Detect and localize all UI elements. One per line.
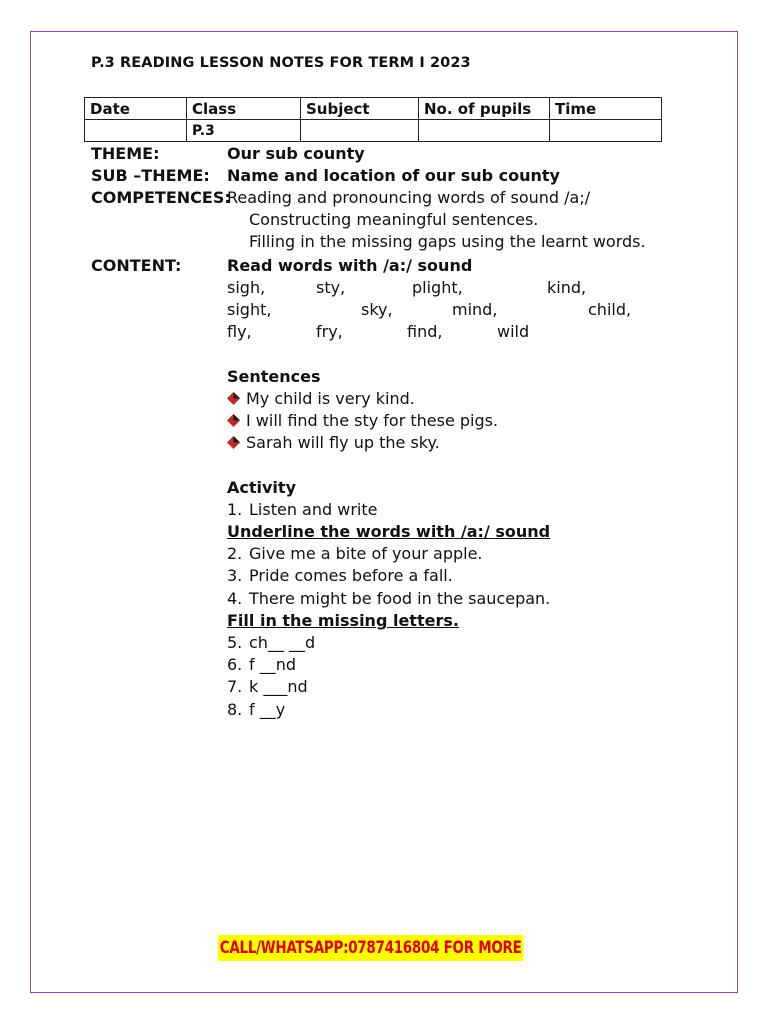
content-label: CONTENT:: [91, 256, 182, 275]
word: sigh,: [227, 278, 266, 297]
sub-theme-label: SUB –THEME:: [91, 166, 210, 185]
header-class: Class: [187, 98, 301, 120]
item-number: 6.: [227, 655, 243, 674]
item-text: ch__ __d: [249, 633, 316, 652]
item-text: f __nd: [249, 655, 297, 674]
header-pupils: No. of pupils: [419, 98, 550, 120]
diamond-bullet-icon: [227, 414, 240, 427]
document-title: P.3 READING LESSON NOTES FOR TERM I 2023: [91, 55, 471, 71]
word: find,: [407, 322, 443, 341]
cell-class: P.3: [187, 120, 301, 142]
header-subject: Subject: [301, 98, 419, 120]
item-text: k ___nd: [249, 677, 308, 696]
sentence-text: My child is very kind.: [246, 389, 415, 408]
header-date: Date: [85, 98, 187, 120]
sentence-text: I will find the sty for these pigs.: [246, 411, 499, 430]
list-item: [227, 565, 453, 587]
competence-item: Reading and pronouncing words of sound /a;/: [227, 188, 591, 207]
cell-date: [85, 120, 187, 142]
diamond-bullet-icon: [227, 436, 240, 449]
word: plight,: [412, 278, 463, 297]
list-item: [227, 654, 296, 676]
item-text: f __y: [249, 700, 286, 719]
item-number: 1.: [227, 500, 243, 519]
list-item: [227, 432, 440, 454]
cell-subject: [301, 120, 419, 142]
item-text: There might be food in the saucepan.: [249, 589, 551, 608]
item-number: 8.: [227, 700, 243, 719]
sentence-text: Sarah will fly up the sky.: [246, 433, 440, 452]
list-item: [227, 543, 483, 565]
item-number: 4.: [227, 589, 243, 608]
list-item: [227, 676, 308, 698]
contact-banner: CALL/WHATSAPP:0787416804 FOR MORE: [218, 935, 523, 961]
fill-heading: Fill in the missing letters.: [227, 611, 459, 630]
item-number: 2.: [227, 544, 243, 563]
word: mind,: [452, 300, 498, 319]
sentences-heading: Sentences: [227, 367, 321, 386]
table-header-row: [85, 98, 662, 120]
competence-item: Constructing meaningful sentences.: [249, 210, 539, 229]
word: sight,: [227, 300, 272, 319]
word: sty,: [316, 278, 346, 297]
table-row: [85, 120, 662, 142]
item-number: 3.: [227, 566, 243, 585]
list-item: [227, 410, 498, 432]
theme-label: THEME:: [91, 144, 160, 163]
activity-heading: Activity: [227, 478, 296, 497]
item-number: 7.: [227, 677, 243, 696]
word: fry,: [316, 322, 343, 341]
lesson-info-table: [84, 97, 662, 142]
item-text: Pride comes before a fall.: [249, 566, 453, 585]
word: sky,: [361, 300, 393, 319]
list-item: [227, 588, 550, 610]
word: kind,: [547, 278, 587, 297]
theme-value: Our sub county: [227, 144, 365, 163]
diamond-bullet-icon: [227, 392, 240, 405]
competences-label: COMPETENCES:: [91, 188, 231, 207]
word: fly,: [227, 322, 252, 341]
list-item: [227, 699, 285, 721]
list-item: [227, 388, 415, 410]
item-text: Give me a bite of your apple.: [249, 544, 483, 563]
header-time: Time: [550, 98, 662, 120]
cell-pupils: [419, 120, 550, 142]
competence-item: Filling in the missing gaps using the learnt words.: [249, 232, 646, 251]
word: child,: [588, 300, 632, 319]
sub-theme-value: Name and location of our sub county: [227, 166, 560, 185]
cell-time: [550, 120, 662, 142]
item-number: 5.: [227, 633, 243, 652]
word: wild: [497, 322, 530, 341]
item-text: Listen and write: [249, 500, 378, 519]
content-heading: Read words with /a:/ sound: [227, 256, 473, 275]
underline-heading: Underline the words with /a:/ sound: [227, 522, 551, 541]
list-item: [227, 632, 315, 654]
list-item: [227, 499, 377, 521]
